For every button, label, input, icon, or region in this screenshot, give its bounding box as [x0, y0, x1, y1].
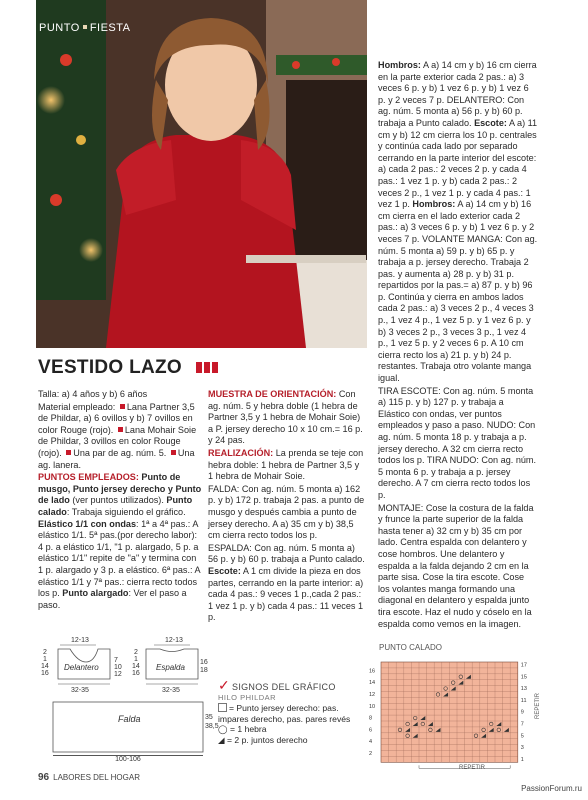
- espalda-l3: 14: [132, 663, 140, 670]
- hero-photo: [36, 0, 367, 348]
- column-3: [378, 60, 538, 631]
- girl-in-red-dress-image: [36, 0, 367, 348]
- row-label: 9: [520, 709, 524, 716]
- bullet-icon: [66, 450, 71, 455]
- falda-right-measures: [205, 713, 219, 731]
- section-tag-1: PUNTO: [39, 22, 80, 34]
- hombros-label-2: Hombros:: [412, 199, 456, 210]
- row-label: 16: [369, 668, 376, 675]
- bullet-icon: [171, 450, 176, 455]
- hombros-label: Hombros:: [378, 60, 421, 70]
- hombros-paragraph: [378, 60, 538, 385]
- legend-item-juntos: [218, 735, 358, 746]
- chart-grid: [367, 658, 547, 778]
- punto-calado-chart: [367, 643, 547, 783]
- chart-title: PUNTO CALADO: [379, 643, 442, 652]
- row-label: 5: [520, 733, 524, 740]
- row-label: 6: [369, 727, 373, 734]
- hombros-text: A a) 14 cm y b) 16 cm cierra en la parte exterior cada 2 pas.: a) 3 veces 6 p. y b) 1 vez 6 p. y b) 1 vez 6 p. y 2 veces 7 p. DELANTERO: Con ag. núm. 5 monta a) 56 p. y b) 60 p. trabaja a Punto calado.: [378, 60, 537, 128]
- delantero-l4: 16: [41, 670, 49, 677]
- row-label: 12: [369, 692, 376, 698]
- row-label: 7: [520, 721, 524, 728]
- column-1: [38, 389, 203, 612]
- row-label: 8: [369, 715, 373, 722]
- legend-yarn: HILO PHILDAR: [218, 692, 277, 702]
- muestra-paragraph: [208, 389, 366, 447]
- delantero-l1: 2: [43, 649, 47, 656]
- puntos-note: (ver puntos utilizados).: [69, 495, 167, 506]
- espalda-r1: 16: [200, 659, 208, 666]
- tira-escote-paragraph: TIRA ESCOTE: Con ag. núm. 5 monta a) 115 p. y b) 127 p. y trabaja a Elástico con ondas, ver puntos empleados y paso a paso. NUDO: Con ag. núm. 5 monta 18 p. y trabaja a p. jersey derecho. A 32 cm cierra recto todos los p. TIRA NUDO: Con ag. núm. 5 monta 6 p. y trabaja a p. jersey derecho. A 7 cm cierra recto todos los p.: [378, 385, 537, 500]
- delantero-l2: 1: [43, 656, 47, 663]
- espalda-l1: 2: [134, 649, 138, 656]
- puntos-list: Punto de musgo, Punto jersey derecho y Punto de lado: [38, 472, 202, 506]
- punto-calado-text: : Trabaja siguiendo el gráfico.: [66, 506, 186, 517]
- watermark: PassionForum.ru: [521, 784, 582, 793]
- page-footer: [38, 772, 140, 783]
- falda-label: Falda: [118, 714, 141, 724]
- row-label: 3: [520, 745, 524, 752]
- bullet-icon: [120, 404, 125, 409]
- bullet-icon: [118, 427, 123, 432]
- row-label: 17: [520, 662, 527, 669]
- legend-item-hebra: [218, 724, 358, 735]
- escote-label: Escote:: [474, 117, 507, 128]
- espalda-top-measure: 12-13: [165, 637, 183, 644]
- delantero-top-measure: 12-13: [71, 637, 89, 644]
- falda-r2: 38,5: [205, 723, 219, 730]
- legend-heading: SIGNOS DEL GRÁFICO: [232, 682, 336, 692]
- elastico-label: Elástico 1/1 con ondas: [38, 518, 137, 529]
- muestra-text: Con ag. núm. 5 y hebra doble (1 hebra de Partner 3,5 y 1 hebra de Mohair Soie) a P. jersey derecho 10 x 10 cm.= 16 p. y 24 pas.: [208, 389, 363, 446]
- material-2: Lana Mohair Soie de Phildar, 3 ovillos en color Rouge (rojo).: [38, 424, 197, 458]
- empty-square-icon: [218, 703, 227, 712]
- legend-jersey-text: = Punto jersey derecho: pas. impares derecho, pas. pares revés: [218, 703, 351, 724]
- magazine-name: LABORES DEL HOGAR: [53, 773, 140, 782]
- falda-shape: [53, 702, 203, 752]
- difficulty-block-icon: [204, 362, 210, 373]
- chart-repetir-v: REPETIR: [535, 692, 542, 720]
- delantero-label: Delantero: [64, 663, 99, 672]
- espalda-label: Espalda: [156, 663, 185, 672]
- delantero-r2: 10: [114, 664, 122, 671]
- tag-separator: [83, 25, 87, 29]
- legend-item-jersey: [218, 703, 358, 724]
- punto-calado-label: Punto calado: [38, 495, 193, 517]
- espalda-bottom-measure: 32-35: [162, 687, 180, 694]
- row-label: 11: [520, 697, 527, 704]
- section-tag-2: FIESTA: [89, 22, 131, 34]
- difficulty-icons: [194, 357, 218, 378]
- realizacion-label: REALIZACIÓN:: [208, 447, 274, 458]
- material-label: Material empleado:: [38, 401, 118, 412]
- espalda-r2: 18: [200, 667, 208, 674]
- espalda-l4: 16: [132, 670, 140, 677]
- elastico-text: : 1ª a 4ª pas.: A elástico 1/1. 5ª pas.(por derecho labor): 4 p. a elástico 1/1, "1 p. alargado, 5 p. a elástico 1/1" repite de "a" y termina con 1 p. alargado y 3 p. a elástico. 6ª pas.: A elástico 1/1 y 7ª pas.: cierra recto todos los p.: [38, 518, 201, 599]
- falda-bottom-measure-wrap: [53, 755, 203, 763]
- espalda-paragraph: [208, 543, 366, 624]
- material-4: Una ag. lanera.: [38, 447, 195, 470]
- material-paragraph: [38, 402, 203, 472]
- pattern-title: [38, 357, 218, 379]
- circle-icon: ◯: [218, 724, 228, 735]
- row-label: 2: [369, 751, 373, 757]
- pattern-title-text: VESTIDO LAZO: [38, 357, 182, 378]
- espalda-l2: 1: [134, 656, 138, 663]
- row-label: 14: [369, 680, 376, 687]
- punto-alargado-label: Punto alargado: [62, 588, 129, 599]
- row-label: 4: [369, 739, 373, 746]
- falda-paragraph: FALDA: Con ag. núm. 5 monta a) 162 p. y b) 172 p. trabaja 2 pas. a punto de musgo y después cambia a punto de jersey derecho. A a) 35 cm y b) 38,5 cm cierra recto todos los p.: [208, 483, 365, 541]
- legend-hebra-text: = 1 hebra: [230, 724, 267, 735]
- row-label: 10: [369, 703, 376, 710]
- legend-juntos-text: = 2 p. juntos derecho: [227, 734, 308, 745]
- punto-alargado-text: : Ver el paso a paso.: [38, 588, 187, 610]
- delantero-r1: 7: [114, 657, 118, 664]
- delantero-bottom-measure: 32-35: [71, 687, 89, 694]
- realizacion-paragraph: [208, 448, 366, 483]
- pattern-diagrams: [38, 634, 208, 764]
- escote-text: A a) 11 cm y b) 12 cm cierra los 10 p. centrales y continúa cada lado por separado cerrando en la parte interior del escote: a) cada 2 pas.: 2 veces 2 p. y cada 4 pas.: 1 vez 1 p. y b) cada 2 pas.: 2 veces 2 p., 1 vez 1 p. y cada 4 pas.: 1 vez 1 p.: [378, 117, 538, 210]
- column-2: [208, 389, 366, 625]
- escote-label: Escote:: [208, 565, 241, 576]
- legend-heading-row: [218, 677, 358, 693]
- page-number: 96: [38, 772, 50, 783]
- row-label: 1: [520, 756, 524, 763]
- montaje-paragraph: MONTAJE: Cose la costura de la falda y frunce la parte superior de la falda hasta tener a) 32 cm y b) 35 cm por lado. Centra espalda con delantero y cose hombros. Une delantero y espalda a la falda dejando 2 cm en la parte sisa. Cose la tira escote. Cose los volantes manga formando una diagonal en delantero y espalda junto tira escote. Haz el nudo y cóselo en la espalda como vemos en la imagen.: [378, 502, 534, 629]
- delantero-r3: 12: [114, 671, 122, 678]
- material-1: Lana Partner 3,5 de Phildar, a) 6 ovillos y b) 7 ovillos en color Rouge (rojo).: [38, 401, 195, 435]
- row-label: 15: [520, 674, 527, 681]
- section-tag: [39, 22, 131, 34]
- decrease-icon: ◢: [218, 734, 225, 745]
- difficulty-block-icon: [196, 362, 202, 373]
- realizacion-text: La prenda se teje con hebra doble: 1 hebra de Partner 3,5 y 1 hebra de Mohair Soie.: [208, 447, 364, 482]
- row-label: 13: [520, 686, 527, 693]
- puntos-paragraph: [38, 472, 203, 611]
- escote-text: A 1 cm divide la pieza en dos partes, cerrando en la parte interior: a) cada 4 pas.: 9 veces 1 p.,cada 2 pas.: 1 vez 1 p. y b) cada 4 pas.: 11 veces 1 p.: [208, 565, 364, 623]
- volante-text: A a) 14 cm y b) 16 cm cierra en el lado exterior cada 2 pas.: a) 3 veces 6 p. y b) 1 vez 6 p. y 2 veces 7 p. VOLANTE MANGA: Con ag. núm. 5 monta a) 59 p. y b) 65 p. y trabaja a p. jersey derecho. Trabaja 2 pas. y aumenta a) 28 p. y b) 31 p. repartidos por la pas.= a) 87 p. y b) 96 p. Continúa y cierra en ambos lados cada 2 pas.: a) 3 veces 2 p., 4 veces 3 p., 1 vez 4 p., 1 vez 5 p. y 1 vez 6 p. y b) 3 veces 2 p., 3 veces 3 p., 1 vez 4 p., 1 vez 5 p. y 2 veces 6 p. A 10 cm cierra recto los a) 21 p. y b) 24 p. restantes. Trabaja otro volante manga igual.: [378, 199, 538, 384]
- material-3: Una par de ag. núm. 5.: [73, 447, 169, 458]
- chart-legend: [218, 677, 358, 746]
- falda-bottom-measure: 100-106: [115, 756, 141, 763]
- difficulty-block-icon: [212, 362, 218, 373]
- espalda-text: ESPALDA: Con ag. núm. 5 monta a) 56 p. y b) 60 p. trabaja a Punto calado.: [208, 542, 365, 565]
- checkmark-icon: ✓: [218, 677, 231, 693]
- falda-r1: 35: [205, 714, 213, 721]
- chart-repetir-h: REPETIR: [459, 765, 486, 771]
- delantero-l3: 14: [41, 663, 49, 670]
- puntos-label: PUNTOS EMPLEADOS:: [38, 472, 142, 483]
- muestra-label: MUESTRA DE ORIENTACIÓN:: [208, 389, 337, 399]
- talla: Talla: a) 4 años y b) 6 años: [38, 389, 148, 399]
